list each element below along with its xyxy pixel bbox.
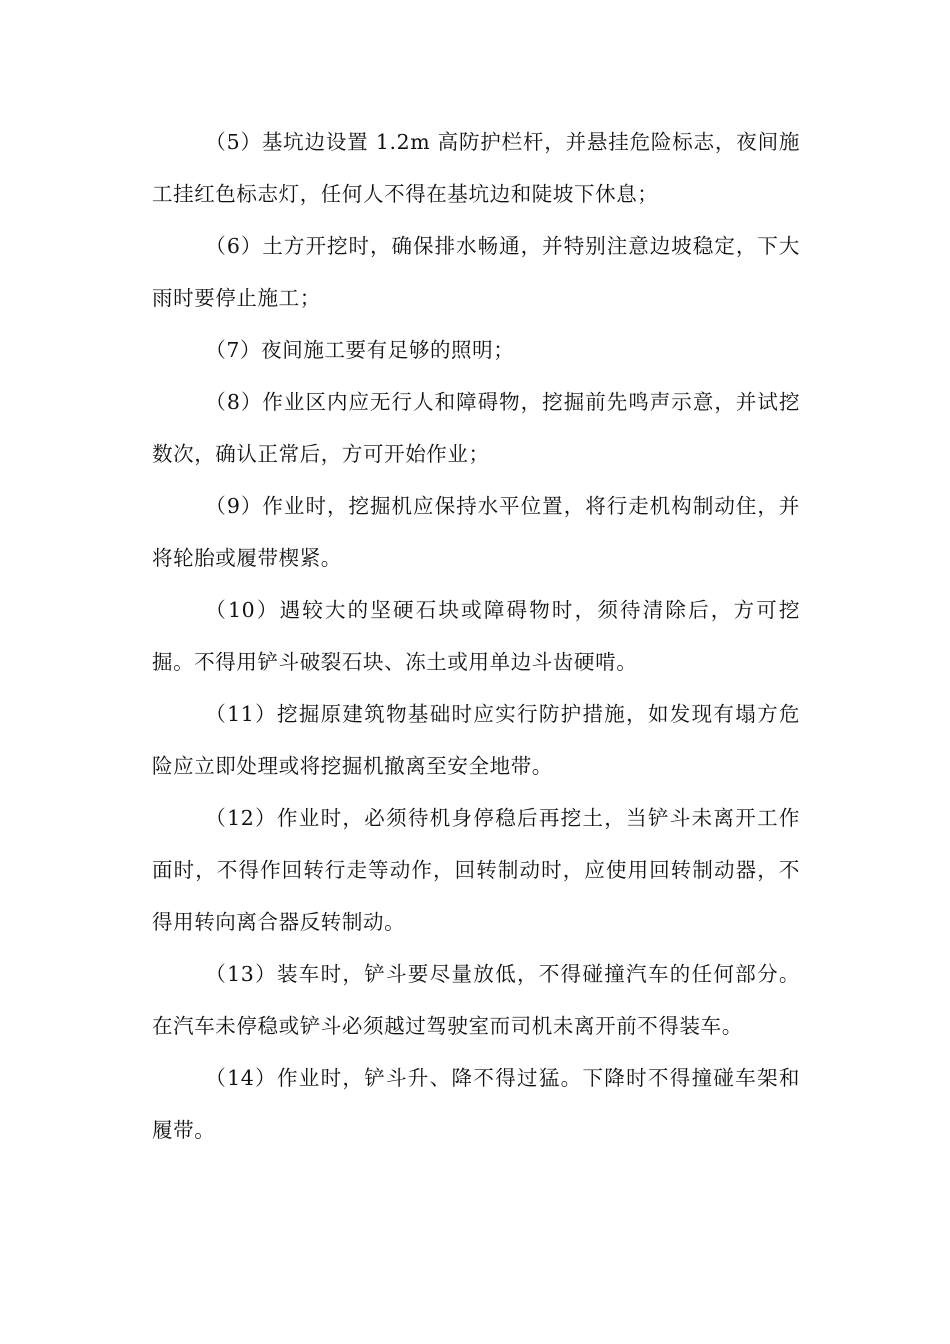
paragraph-item-6: （6）土方开挖时，确保排水畅通，并特别注意边坡稳定，下大雨时要停止施工； xyxy=(152,234,800,310)
paragraph-item-13: （13）装车时，铲斗要尽量放低，不得碰撞汽车的任何部分。在汽车未停稳或铲斗必须越过驾驶室而司机未离开前不得装车。 xyxy=(152,962,800,1038)
paragraph-item-12: （12）作业时，必须待机身停稳后再挖土，当铲斗未离开工作面时，不得作回转行走等动作，回转制动时，应使用回转制动器，不得用转向离合器反转制动。 xyxy=(152,806,800,934)
paragraph-item-10: （10）遇较大的坚硬石块或障碍物时，须待清除后，方可挖掘。不得用铲斗破裂石块、冻土或用单边斗齿硬啃。 xyxy=(152,598,800,674)
paragraph-item-8: （8）作业区内应无行人和障碍物，挖掘前先鸣声示意，并试挖数次，确认正常后，方可开始作业； xyxy=(152,390,800,466)
document-body xyxy=(152,116,800,1156)
paragraph-item-9: （9）作业时，挖掘机应保持水平位置，将行走机构制动住，并将轮胎或履带楔紧。 xyxy=(152,494,800,570)
paragraph-item-11: （11）挖掘原建筑物基础时应实行防护措施，如发现有塌方危险应立即处理或将挖掘机撤离至安全地带。 xyxy=(152,702,800,778)
paragraph-item-5: （5）基坑边设置 1.2m 高防护栏杆，并悬挂危险标志，夜间施工挂红色标志灯，任何人不得在基坑边和陡坡下休息； xyxy=(152,130,800,206)
paragraph-item-14: （14）作业时，铲斗升、降不得过猛。下降时不得撞碰车架和履带。 xyxy=(152,1066,800,1142)
paragraph-item-7: （7）夜间施工要有足够的照明； xyxy=(205,338,515,362)
